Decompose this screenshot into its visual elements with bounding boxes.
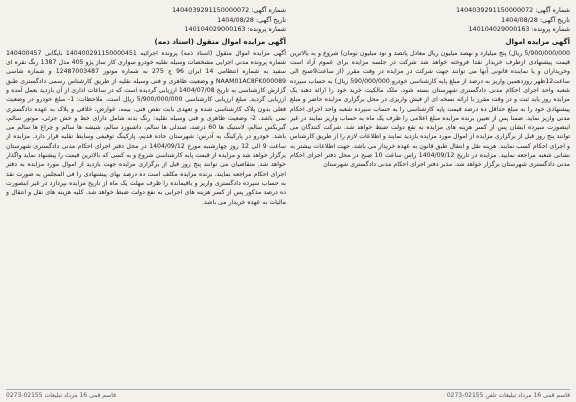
left-case-number: شماره پرونده: 140104029000163 bbox=[184, 25, 286, 33]
left-notice bbox=[6, 6, 286, 386]
footer-note-right: قاسم قمی 16 مرداد تبلیغات تلفن 02155-0273 bbox=[446, 392, 570, 399]
footer-note-left: قاسم قمی 16 مرداد تبلیغات 02155-0273 bbox=[6, 392, 116, 399]
right-notice-meta bbox=[290, 6, 570, 35]
right-ad-number: شماره آگهی: 1404039291150000072 bbox=[455, 6, 570, 14]
right-case-number: شماره پرونده: 140104029000163 bbox=[468, 25, 570, 33]
left-notice-body: آگهی مزایده اموال منقول (اسناد ذمه) پرونده اجرائیه 140400291150000451 بایگانی 140400457 شماره پرونده مدنی اجرایی مشخصات وسیله نقلیه خودرو سواری کار ساز پژو 405 مدل 1387 رنگ نقره ای سفید به شماره انتظامی 14 ایران 96 ج 275 به شماره موتور 12487003487 و شماره شاسی NAAM01AC8FK000089 و وضعیت ظاهری و فنی وسیله نقلیه از طریق کارشناس رسمی دادگستری طبق گزارش کارشناسی به تاریخ 1404/07/08 ارزیابی گردیده است که در ساعات اداری از آن بازدید بعمل آمده و ارزیابی گردید. مبلغ ارزیابی کارشناسی 5/900/000/000 ریال است. ملاحظات: 1- مبلغ خودرو در وضعیت فعلی بدون پلاک کارشناسی شده و تعهدی بابت نقص فنی، بیمه، عوارض، خلافی و پلاک به عهده دادگستری نمی باشد. 2- وضعیت ظاهری و فنی وسیله نقلیه: رنگ بدنه شامل دارای خط و خش جزئی، موتور سالم، گیربکس سالم، لاستیک ها 60 درصد، صندلی ها سالم، داشبورد سالم، شیشه ها سالم و چراغ ها سالم می باشد. خودرو در پارکینگ به آدرس: شهرستان جاده قدیم، پارکینگ توقیفی وسایط نقلیه قرار دارد. مزایده از ساعت 9 الی 12 روز چهارشنبه مورخ 1404/09/12 در محل دفتر اجرای احکام مدنی دادگستری شهرستان برگزار خواهد شد و مزایده از قیمت پایه کارشناسی شروع و به کسی که بالاترین قیمت را پیشنهاد نماید واگذار خواهد شد. متقاضیان می توانند پنج روز قبل از برگزاری مزایده جهت بازدید از اموال مورد مزایده به دفتر اجرای احکام مراجعه نمایند. برنده مزایده مکلف است ده درصد بهای پیشنهادی را فی المجلس به صورت نقد به حساب سپرده دادگستری واریز و باقیمانده را ظرف مهلت یک ماه از تاریخ مزایده بپردازد در غیر اینصورت ده درصد مذکور پس از کسر هزینه های اجرایی به نفع دولت ضبط خواهد شد. کلیه هزینه های نقل و انتقال و مالیات به عهده خریدار می باشد. bbox=[6, 49, 286, 206]
left-ad-number: شماره آگهی: 1404039291150000072 bbox=[171, 6, 286, 14]
page-footer bbox=[6, 389, 570, 401]
left-notice-heading: آگهی مزایده اموال منقول (اسناد ذمه) bbox=[154, 37, 286, 46]
left-notice-meta bbox=[6, 6, 286, 35]
right-notice bbox=[290, 6, 570, 386]
right-ad-date: تاریخ آگهی: 1404/08/28 bbox=[501, 15, 570, 24]
right-notice-heading: آگهی مزایده اموال bbox=[505, 37, 570, 46]
right-notice-body: 5/900/000/000 ریال) پنج میلیارد و نهصد میلیون ریال معادل پانصد و نود میلیون تومان) شروع و به بالاترین قیمت پیشنهادی ازطرف خریدار نقدا فروخته خواهد شد شرکت در جلسه مزایده برای عموم آزاد است وخریداران و یا نماینده قانونی آنها می توانند جهت شرکت در مزایده در وقت مقرر (از ساعت9صبح الی ساعت12ظهر روزدهمین واریز به درصد از مبلغ پایه کارشناسی خودرو 590/000/000 ریال) به حساب سپرده شعبه واحد اجرای احکام مدنی دادگستری شهرستان بسته شود، ملک مالکیت خرید خود را ارائه دهند یک مزایده روز باید ثبت و در وقت مقرر با ارائه نسخه ای از فیش واریزی در محل برگزاری مزایده حاضر و مبلغ پیشنهادی خود را به مبلغ حداقل ده درصد قیمت پایه کارشناسی را به حساب سپرده شعبه واحد اجرای احکام مدنی واریز نماید. ضمنا پس از تعیین برنده مزایده مبلغ اعلامی را ظرف یک ماه به حساب واریز نمایند در غیر اینصورت سپرده ایشان پس از کسر هزینه های مزایده به نفع دولت ضبط خواهد شد. شرکت کنندگان می توانند پنج روز قبل از برگزاری مزایده از اموال مورد مزایده بازدید نمایند و اطلاعات لازم را از طریق کارشناس و اجرای احکام کسب نمایند. هزینه نقل و انتقال طبق قانون به عهده خریدار می باشد. جهت اطلاعات بیشتر به نشانی شعبه مراجعه نمایید. مزایده در تاریخ 1404/09/12 راس ساعت 10 صبح در محل دفتر اجرای احکام مدنی دادگستری شهرستان برگزار خواهد شد. مدیر دفتر اجرای احکام مدنی دادگستری شهرستان bbox=[290, 49, 570, 169]
left-ad-date: تاریخ آگهی: 1404/08/28 bbox=[217, 15, 286, 24]
